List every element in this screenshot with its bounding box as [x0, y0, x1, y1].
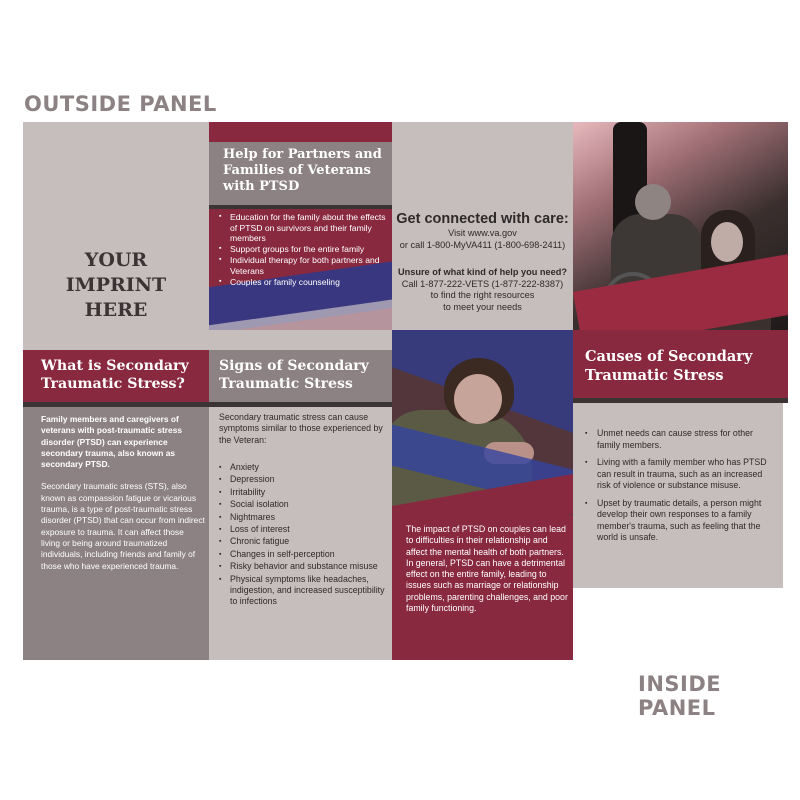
brochure [23, 122, 788, 660]
list-item: ▪ Support groups for the entire family [219, 244, 387, 255]
causes-heading-box [573, 330, 788, 398]
outside-panel-label: OUTSIDE PANEL [24, 92, 217, 116]
list-item: ▪ Depression [219, 474, 387, 485]
list-item: ▪ Unmet needs can cause stress for other family members. [585, 428, 773, 451]
inside-panel-label: INSIDE PANEL [638, 672, 722, 720]
what-is-sts-panel [23, 330, 209, 660]
divider [23, 402, 209, 407]
imprint-panel [23, 122, 209, 330]
help-panel [209, 122, 392, 330]
connect-heading: Get connected with care: [396, 211, 569, 227]
signs-panel [209, 330, 392, 660]
what-heading-box [23, 350, 209, 402]
imprint-line: YOUR [84, 249, 148, 271]
divider [209, 205, 392, 209]
list-item: ▪ Upset by traumatic details, a person might develop their own responses to a family member's trauma, such as feeling that the world is unsafe. [585, 498, 773, 544]
list-item: ▪ Couples or family counseling [219, 277, 387, 288]
list-item: ▪ Chronic fatigue [219, 536, 387, 547]
causes-panel [573, 330, 788, 660]
question-line: Unsure of what kind of help you need? [398, 267, 567, 277]
list-item: ▪ Individual therapy for both partners and Veterans [219, 255, 387, 276]
what-body [41, 414, 205, 572]
causes-title: Causes of Secondary Traumatic Stress [585, 348, 753, 384]
signs-list [219, 462, 387, 609]
phone-line: Call 1-877-222-VETS (1-877-222-8387) [401, 278, 564, 289]
list-item: ▪ Nightmares [219, 512, 387, 523]
veteran-photo [573, 122, 788, 330]
connect-info [392, 210, 573, 313]
list-item: ▪ Changes in self-perception [219, 549, 387, 560]
phone-line: or call 1-800-MyVA411 (1-800-698-2411) [399, 239, 566, 250]
list-item: ▪ Physical symptoms like headaches, indigestion, and increased susceptibility to infections [219, 574, 387, 608]
signs-intro: Secondary traumatic stress can cause symptoms similar to those experienced by the Veteran: [219, 412, 383, 445]
imprint-placeholder [23, 248, 209, 323]
impact-text: The impact of PTSD on couples can lead to difficulties in their relationship and affect the mental health of both partners. In general, PTSD can have a detrimental effect on the entire family, leading to issues such as marriage or relationship problems, parenting challenges, and poor family functioning. [406, 524, 568, 614]
list-item: ▪ Living with a family member who has PTSD can result in trauma, such as an increased risk of violence or substance misuse. [585, 457, 773, 492]
signs-heading-box [209, 350, 392, 402]
list-item: ▪ Irritability [219, 487, 387, 498]
imprint-line: IMPRINT [65, 274, 167, 296]
list-item: ▪ Anxiety [219, 462, 387, 473]
what-title: What is Secondary Traumatic Stress? [41, 358, 189, 392]
info-line: to find the right resources [430, 290, 535, 300]
website-line: Visit www.va.gov [448, 228, 517, 238]
divider [209, 402, 392, 407]
list-item: ▪ Social isolation [219, 499, 387, 510]
imprint-line: HERE [84, 299, 148, 321]
what-lead: Family members and caregivers of veterans with post-traumatic stress disorder (PTSD) can experience secondary trauma, also known as secondary PTSD. [41, 414, 183, 470]
help-title: Help for Partners and Families of Veterans with PTSD [223, 147, 382, 194]
info-line: to meet your needs [443, 301, 522, 312]
help-list [219, 212, 387, 288]
list-item: ▪ Education for the family about the effects of PTSD on survivors and their family members [219, 212, 387, 244]
causes-list [585, 428, 773, 550]
impact-panel [392, 330, 573, 660]
help-heading-box [209, 142, 392, 205]
what-paragraph: Secondary traumatic stress (STS), also known as compassion fatigue or vicarious trauma, is a type of post-traumatic stress disorder (PTSD) that can occur from indirect exposure to trauma. It can affect those living or being around traumatized individuals, including friends and family of those who have experienced trauma. [41, 481, 205, 571]
signs-title: Signs of Secondary Traumatic Stress [219, 358, 369, 392]
connect-panel [392, 122, 573, 330]
list-item: ▪ Loss of interest [219, 524, 387, 535]
list-item: ▪ Risky behavior and substance misuse [219, 561, 387, 572]
